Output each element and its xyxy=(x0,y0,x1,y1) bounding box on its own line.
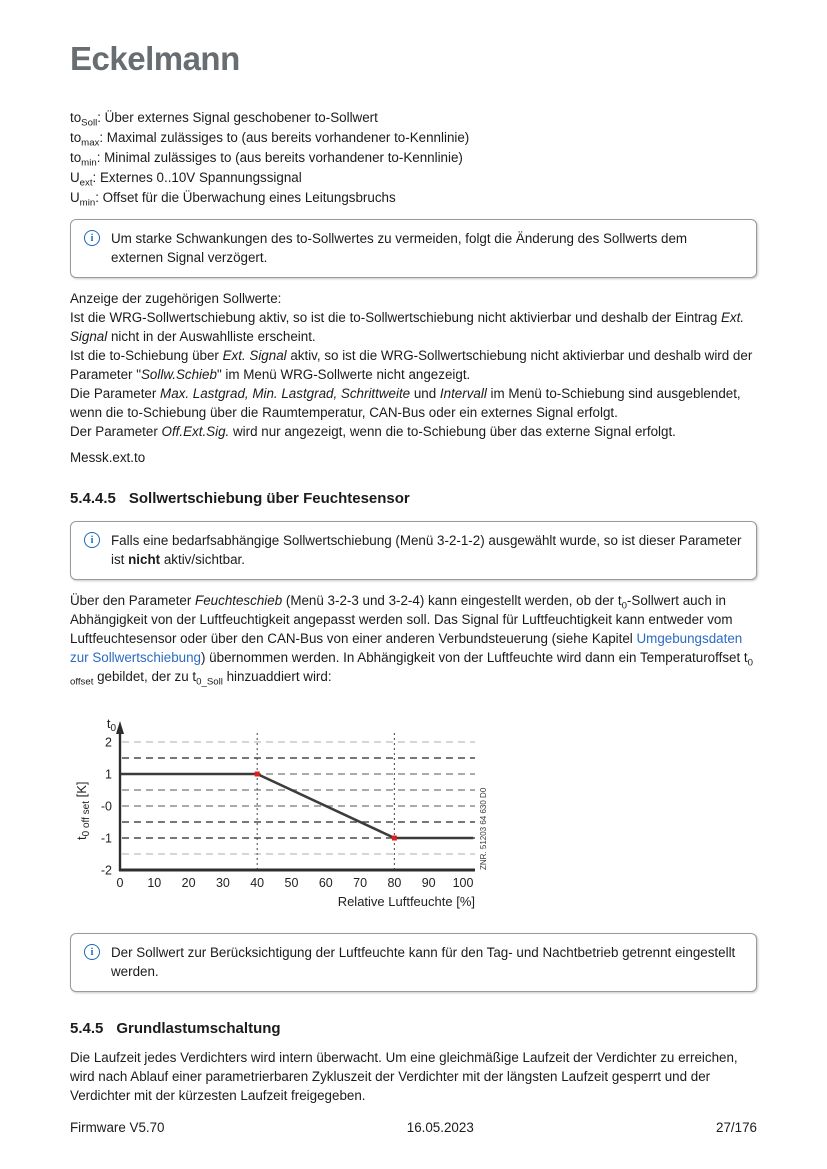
svg-text:-1: -1 xyxy=(100,831,112,846)
paragraph-line: Die Parameter Max. Lastgrad, Min. Lastgrad, Schrittweite und Intervall im Menü to-Schiebung sind ausgeblendet, wenn die to-Schiebung über die Raumtemperatur, CAN-Bus oder ein externes Signal erfolgt. xyxy=(70,386,741,420)
definition-u-ext: $U_{ext}$: Externes 0..10V Spannungssignal xyxy=(70,170,302,189)
footer-date: 16.05.2023 xyxy=(406,1120,474,1135)
definition-to-max: $to_{max}$: Maximal zulässiges to (aus bereits vorhandener to-Kennlinie) xyxy=(70,130,470,149)
svg-text:Relative Luftfeuchte [%]: Relative Luftfeuchte [%] xyxy=(337,894,475,909)
footer-firmware-version: Firmware V5.70 xyxy=(70,1120,165,1135)
svg-text:40: 40 xyxy=(250,876,265,890)
paragraph-grundlast: Die Laufzeit jedes Verdichters wird intern überwacht. Um eine gleichmäßige Laufzeit der Verdichter zu erreichen, wird nach Ablauf einer parametrierbaren Zykluszeit der Verdichter mit der längsten Laufzeit gesperrt und der Verdichter mit der kürzesten Laufzeit freigegeben. xyxy=(70,1050,738,1103)
chart-canvas xyxy=(70,702,510,916)
page-footer xyxy=(70,1120,757,1135)
paragraph-line: Der Parameter Off.Ext.Sig. wird nur angezeigt, wenn die to-Schiebung über das externe Signal erfolgt. xyxy=(70,424,676,439)
section-heading-5445 xyxy=(70,490,757,507)
svg-text:90: 90 xyxy=(421,876,436,890)
info-box-parameter-hidden xyxy=(70,521,757,580)
svg-text:70: 70 xyxy=(353,876,368,890)
section-number: 5.4.5 xyxy=(70,1020,104,1037)
svg-text:0: 0 xyxy=(116,876,124,890)
chapter-link[interactable]: Umgebungsdaten zur Sollwertschiebung xyxy=(70,631,743,665)
eckelmann-logo: Eckelmann xyxy=(70,40,240,77)
paragraph-line: Ist die WRG-Sollwertschiebung aktiv, so ist die to-Sollwertschiebung nicht aktivierbar und deshalb der Eintrag Ext. Signal nicht in der Auswahlliste erscheint. xyxy=(70,310,745,344)
info-box-text: Um starke Schwankungen des to-Sollwertes zu vermeiden, folgt die Änderung des Sollwerts dem externen Signal verzögert. xyxy=(111,231,688,265)
info-icon: i xyxy=(84,532,100,548)
svg-text:ZNR. 51203 64 630 D0: ZNR. 51203 64 630 D0 xyxy=(479,787,488,870)
section-title: Sollwertschiebung über Feuchtesensor xyxy=(128,490,410,507)
svg-text:t0: t0 xyxy=(106,716,116,734)
section-number: 5.4.4.5 xyxy=(70,490,116,507)
section-heading-545 xyxy=(70,1020,757,1037)
info-box-text: Falls eine bedarfsabhängige Sollwertschiebung (Menü 3-2-1-2) ausgewählt wurde, so ist dieser Parameter ist nicht aktiv/sichtbar. xyxy=(111,533,742,567)
svg-text:-2: -2 xyxy=(100,863,112,878)
paragraph-feuchteschieb: Über den Parameter Feuchteschieb (Menü 3-2-3 und 3-2-4) kann eingestellt werden, ob der $t_0$-Sollwert auch in Abhängigkeit von der Luftfeuchtigkeit angepasst werden soll. Das Signal für Luftfeuchtigkeit kann entweder vom Luftfeuchtesensor oder über den CAN-Bus von einer anderen Verbundsteuerung (siehe Kapitel Umgebungsdaten zur Sollwertschiebung) übernommen werden. In Abhängigkeit von der Luftfeuchte wird dann ein Temperaturoffset $t_{0 offset}$ gebildet, der zu $t_{0\_Soll}$ hinzuaddiert wird: xyxy=(70,593,753,688)
info-icon: i xyxy=(84,944,100,960)
svg-text:50: 50 xyxy=(284,876,299,890)
svg-text:1: 1 xyxy=(105,767,112,782)
info-box-text: Der Sollwert zur Berücksichtigung der Luftfeuchte kann für den Tag- und Nachtbetrieb getrennt eingestellt werden. xyxy=(111,945,736,979)
svg-text:80: 80 xyxy=(387,876,402,890)
page-content xyxy=(70,0,757,1105)
definition-to-soll: $to_{Soll}$: Über externes Signal geschobener to-Sollwert xyxy=(70,110,378,129)
caption-messk-ext-to: Messk.ext.to xyxy=(70,450,146,465)
info-box-signal-delay xyxy=(70,219,757,278)
info-box-day-night xyxy=(70,933,757,992)
paragraph-line: Ist die to-Schiebung über Ext. Signal aktiv, so ist die WRG-Sollwertschiebung nicht aktivierbar und deshalb wird der Parameter "Sollw.Schieb" im Menü WRG-Sollwerte nicht angezeigt. xyxy=(70,348,753,382)
paragraph-anzeige-sollwerte xyxy=(70,289,757,441)
svg-text:100: 100 xyxy=(452,876,474,890)
svg-text:-0: -0 xyxy=(100,799,112,814)
section-title: Grundlastumschaltung xyxy=(116,1020,281,1037)
svg-text:60: 60 xyxy=(318,876,333,890)
svg-text:20: 20 xyxy=(181,876,196,890)
svg-text:t0 off set [K]: t0 off set [K] xyxy=(74,781,92,840)
definition-list xyxy=(70,108,757,208)
definition-u-min: $U_{min}$: Offset für die Überwachung eines Leitungsbruchs xyxy=(70,190,396,209)
footer-page-number: 27/176 xyxy=(716,1120,757,1135)
info-icon: i xyxy=(84,230,100,246)
definition-to-min: $to_{min}$: Minimal zulässiges to (aus bereits vorhandener to-Kennlinie) xyxy=(70,150,463,169)
paragraph-line: Anzeige der zugehörigen Sollwerte: xyxy=(70,291,282,306)
svg-text:30: 30 xyxy=(215,876,230,890)
svg-text:2: 2 xyxy=(105,735,112,750)
svg-text:10: 10 xyxy=(147,876,162,890)
humidity-offset-chart xyxy=(70,702,757,921)
